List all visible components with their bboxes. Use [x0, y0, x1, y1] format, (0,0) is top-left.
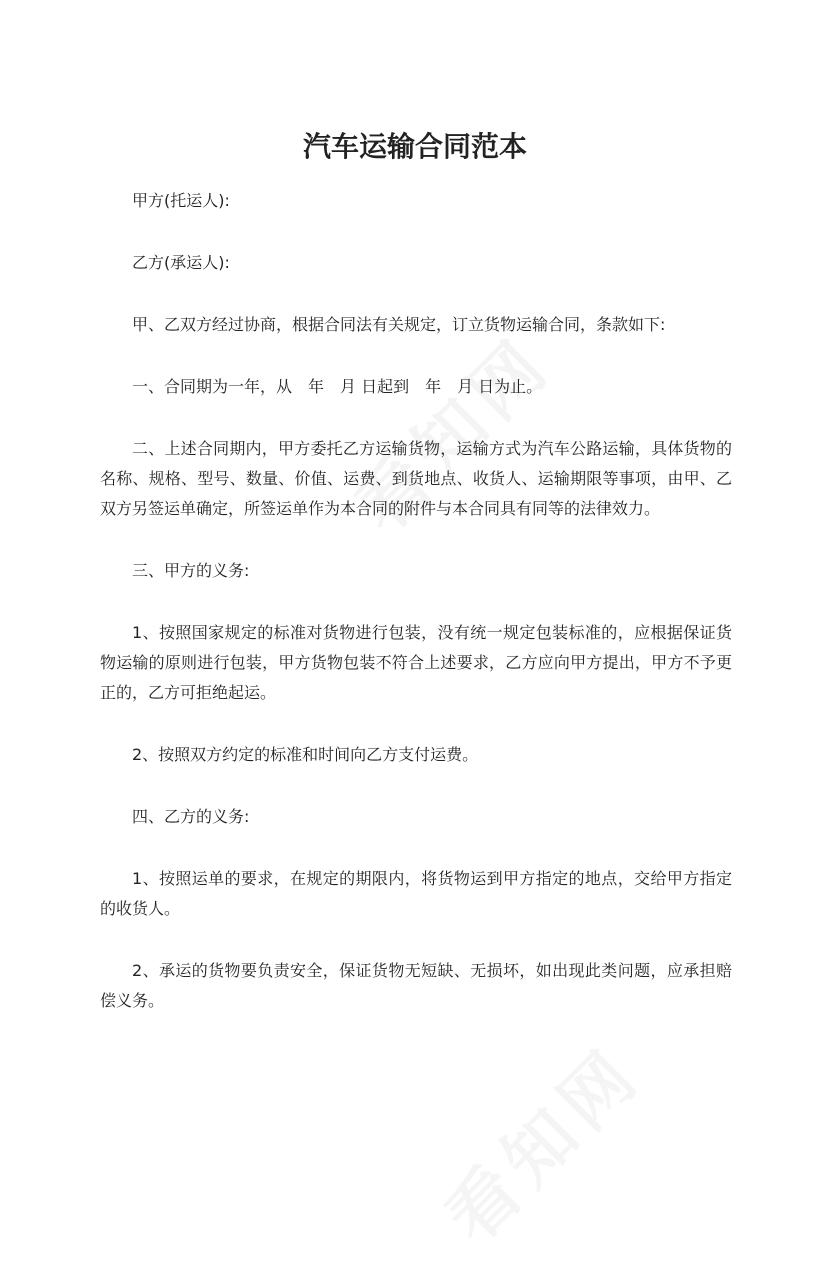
party-a-line: 甲方(托运人): [132, 191, 230, 210]
document-title: 汽车运输合同范本 [302, 129, 527, 163]
clause-4-item-2: 2、承运的货物要负责安全，保证货物无短缺、无损坏，如出现此类问题，应承担赔偿义务。 [100, 961, 732, 1010]
clause-3-heading: 三、甲方的义务: [132, 561, 250, 580]
clause-3-item-1: 1、按照国家规定的标准对货物进行包装，没有统一规定包装标准的，应根据保证货物运输的原则进行包装，甲方货物包装不符合上述要求，乙方应向甲方提出，甲方不予更正的，乙方可拒绝起运。 [100, 623, 732, 702]
clause-1-term: 一、合同期为一年，从 年 月 日起到 年 月 日为止。 [132, 377, 543, 396]
clause-2-scope: 二、上述合同期内，甲方委托乙方运输货物，运输方式为汽车公路运输，具体货物的名称、规格、型号、数量、价值、运费、到货地点、收货人、运输期限等事项，由甲、乙双方另签运单确定，所签运单作为本合同的附件与本合同具有同等的法律效力。 [100, 439, 732, 518]
watermark-lower [419, 1020, 660, 1261]
document-body [100, 186, 732, 1048]
clause-3-item-2: 2、按照双方约定的标准和时间向乙方支付运费。 [132, 745, 479, 764]
preamble-paragraph: 甲、乙双方经过协商，根据合同法有关规定，订立货物运输合同，条款如下: [132, 315, 666, 334]
clause-4-heading: 四、乙方的义务: [132, 807, 250, 826]
clause-4-item-1: 1、按照运单的要求，在规定的期限内，将货物运到甲方指定的地点，交给甲方指定的收货人。 [100, 869, 732, 918]
party-b-line: 乙方(承运人): [132, 253, 230, 272]
